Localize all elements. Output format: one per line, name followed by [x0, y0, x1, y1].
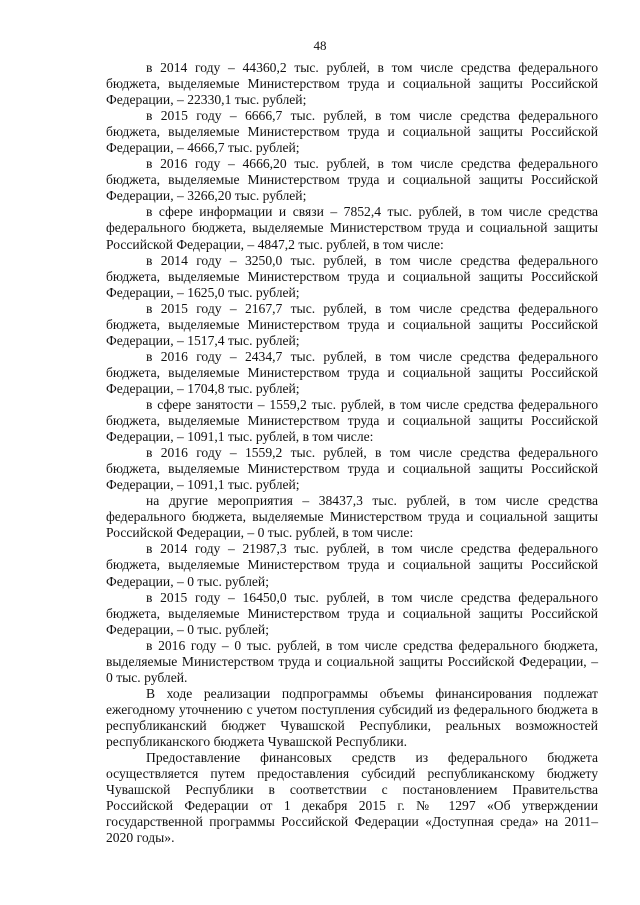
paragraph: в 2015 году – 6666,7 тыс. рублей, в том числе средства федерального бюджета, выделяемые Министерством труда и социальной защиты Российской Федерации, – 4666,7 тыс. рублей;	[106, 108, 598, 156]
paragraph: в 2014 году – 44360,2 тыс. рублей, в том числе средства федерального бюджета, выделяемые Министерством труда и социальной защиты Российской Федерации, – 22330,1 тыс. рублей;	[106, 60, 598, 108]
paragraph: в 2015 году – 2167,7 тыс. рублей, в том числе средства федерального бюджета, выделяемые Министерством труда и социальной защиты Российской Федерации, – 1517,4 тыс. рублей;	[106, 300, 598, 348]
paragraph: в 2016 году – 2434,7 тыс. рублей, в том числе средства федерального бюджета, выделяемые Министерством труда и социальной защиты Российской Федерации, – 1704,8 тыс. рублей;	[106, 348, 598, 396]
paragraph: В ходе реализации подпрограммы объемы финансирования подлежат ежегодному уточнению с учетом поступления субсидий из федерального бюджета в республиканский бюджет Чувашской Республики, реальных возможностей республиканского бюджета Чувашской Республики.	[106, 685, 598, 749]
paragraph: на другие мероприятия – 38437,3 тыс. рублей, в том числе средства федерального бюджета, выделяемые Министерством труда и социальной защиты Российской Федерации, – 0 тыс. рублей, в том числе:	[106, 493, 598, 541]
paragraph: в сфере занятости – 1559,2 тыс. рублей, в том числе средства федерального бюджета, выделяемые Министерством труда и социальной защиты Российской Федерации, – 1091,1 тыс. рублей, в том числе:	[106, 396, 598, 445]
paragraph: в 2014 году – 21987,3 тыс. рублей, в том числе средства федерального бюджета, выделяемые Министерством труда и социальной защиты Российской Федерации, – 0 тыс. рублей;	[106, 541, 598, 589]
paragraph: в сфере информации и связи – 7852,4 тыс. рублей, в том числе средства федерального бюджета, выделяемые Министерством труда и социальной защиты Российской Федерации, – 4847,2 тыс. рублей, в том числе:	[106, 204, 598, 252]
paragraph: в 2016 году – 0 тыс. рублей, в том числе средства федерального бюджета, выделяемые Министерством труда и социальной защиты Российской Федерации, – 0 тыс. рублей.	[106, 637, 598, 685]
paragraph: в 2015 году – 16450,0 тыс. рублей, в том числе средства федерального бюджета, выделяемые Министерством труда и социальной защиты Российской Федерации, – 0 тыс. рублей;	[106, 589, 598, 637]
paragraph: в 2016 году – 1559,2 тыс. рублей, в том числе средства федерального бюджета, выделяемые Министерством труда и социальной защиты Российской Федерации, – 1091,1 тыс. рублей;	[106, 445, 598, 493]
paragraph: Предоставление финансовых средств из федерального бюджета осуществляется путем предоставления субсидий республиканскому бюджету Чувашской Республики в соответствии с постановлением Правительства Российской Федерации от 1 декабря 2015 г. № 1297 «Об утверждении государственной программы Российской Федерации «Доступная среда» на 2011–2020 годы».	[106, 750, 598, 846]
paragraph: в 2014 году – 3250,0 тыс. рублей, в том числе средства федерального бюджета, выделяемые Министерством труда и социальной защиты Российской Федерации, – 1625,0 тыс. рублей;	[106, 252, 598, 300]
page-number: 48	[313, 38, 327, 53]
paragraph: в 2016 году – 4666,20 тыс. рублей, в том числе средства федерального бюджета, выделяемые Министерством труда и социальной защиты Российской Федерации, – 3266,20 тыс. рублей;	[106, 156, 598, 204]
document-body	[106, 60, 598, 846]
